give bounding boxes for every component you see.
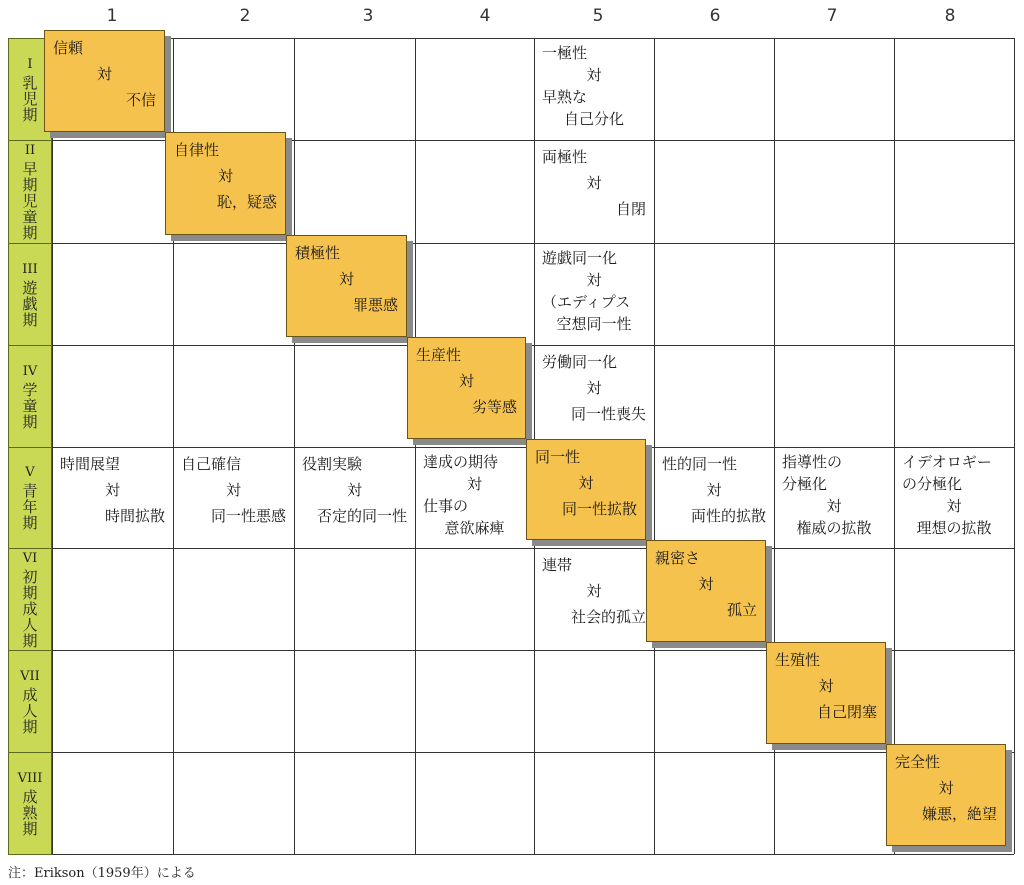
cell-line: 役割実験 [302, 455, 363, 473]
stage-name-char: 期 [22, 583, 38, 602]
grid-vline [294, 38, 295, 854]
stage-name-char: 期 [22, 310, 38, 329]
grid-hline [8, 243, 1014, 244]
cell-line: 対 [346, 481, 362, 499]
cell-line: 権威の拡散 [796, 519, 872, 537]
stage-roman: VII [20, 668, 40, 684]
crisis-line: 劣等感 [471, 398, 517, 416]
crisis-line: 同一性拡散 [561, 500, 637, 518]
cell-line: 性的同一性 [662, 455, 738, 473]
grid-vline [654, 38, 655, 854]
stage-label [8, 752, 52, 855]
crisis-line: 信頼 [53, 39, 84, 57]
stage-name-char: 遊 [22, 278, 38, 297]
stage-name-char: 童 [22, 208, 38, 226]
column-number: 1 [106, 6, 118, 26]
cell-line: 同一性悪感 [210, 507, 286, 525]
crisis-line: 生産性 [416, 346, 462, 364]
column-number: 2 [239, 6, 251, 26]
stage-roman: V [25, 465, 35, 480]
cell-line: 対 [706, 481, 722, 499]
stage-name-char: 青 [22, 482, 38, 500]
stage-roman: VIII [17, 770, 43, 786]
cell-text [534, 38, 654, 140]
stage-label [8, 548, 52, 651]
grid-vline [52, 38, 53, 854]
cell-text [774, 447, 894, 548]
crisis-line: 対 [818, 677, 834, 695]
cell-line: イデオロギー [902, 453, 992, 471]
cell-text [654, 447, 774, 548]
crisis-line: 親密さ [655, 549, 701, 567]
crisis-line: 対 [458, 372, 474, 390]
grid-hline [8, 752, 1014, 753]
cell-line: 対 [586, 174, 602, 192]
cell-line: 分極化 [782, 475, 828, 493]
crisis-box [44, 30, 165, 132]
stage-name-char: 児 [22, 89, 38, 108]
cell-text [534, 140, 654, 243]
cell-text [534, 548, 654, 650]
crisis-line: 恥，疑惑 [216, 193, 277, 211]
cell-line: 仕事の [423, 497, 469, 515]
cell-line: 自閉 [615, 200, 646, 218]
stage-label [8, 447, 52, 549]
grid-vline [415, 38, 416, 854]
stage-label [8, 140, 52, 244]
crisis-box [886, 744, 1006, 846]
stage-name-char: 戯 [22, 294, 38, 313]
stage-name-char: 期 [22, 176, 38, 194]
cell-line: 対 [586, 66, 602, 84]
crisis-box [286, 235, 407, 337]
cell-line: 遊戯同一化 [542, 249, 618, 267]
cell-text [534, 345, 654, 447]
cell-line: 意欲麻痺 [444, 519, 505, 537]
crisis-line: 対 [338, 270, 354, 288]
stage-roman: III [22, 261, 38, 277]
column-number: 3 [362, 6, 374, 26]
stage-name-char: 期 [22, 224, 38, 242]
cell-line: 空想同一性 [556, 315, 632, 333]
cell-line: 時間拡散 [104, 507, 165, 525]
cell-line: 一極性 [542, 44, 588, 62]
column-number: 5 [592, 6, 604, 26]
cell-line: 自己分化 [563, 110, 624, 128]
cell-line: 対 [946, 497, 962, 515]
cell-line: 連帯 [542, 556, 573, 574]
stage-name-char: 期 [22, 631, 38, 650]
stage-roman: I [27, 56, 33, 72]
stage-name-char: 成 [22, 787, 38, 806]
stage-roman: VI [22, 550, 38, 566]
stage-name-char: 人 [22, 701, 38, 720]
stage-label [8, 243, 52, 346]
crisis-box [766, 642, 886, 744]
stage-name-char: 成 [22, 685, 38, 704]
crisis-box [646, 540, 766, 642]
crisis-line: 対 [217, 167, 233, 185]
cell-line: 同一性喪失 [570, 405, 646, 423]
stage-name-char: 期 [22, 514, 38, 532]
cell-line: 両性的拡散 [690, 507, 766, 525]
grid-hline [8, 548, 1014, 549]
crisis-line: 積極性 [295, 244, 341, 262]
cell-text [173, 447, 294, 548]
stage-name-char: 期 [22, 412, 38, 431]
stage-name-char: 児 [22, 192, 38, 210]
crisis-box [526, 439, 646, 540]
cell-line: 両極性 [542, 148, 588, 166]
column-number: 4 [479, 6, 491, 26]
stage-name-char: 成 [22, 599, 38, 618]
cell-line: 自己確信 [181, 455, 242, 473]
stage-name-char: 乳 [22, 73, 38, 92]
cell-line: 対 [104, 481, 120, 499]
cell-text [52, 447, 173, 548]
cell-text [415, 447, 534, 548]
cell-line: 対 [586, 582, 602, 600]
cell-line: 社会的孤立 [570, 608, 646, 626]
crisis-line: 罪悪感 [352, 296, 398, 314]
crisis-line: 生殖性 [775, 651, 821, 669]
crisis-line: 対 [578, 474, 594, 492]
crisis-line: 対 [938, 779, 954, 797]
stage-name-char: 期 [22, 105, 38, 124]
crisis-line: 同一性 [535, 448, 581, 466]
cell-line: 理想の拡散 [916, 519, 992, 537]
cell-line: 対 [586, 271, 602, 289]
cell-line: （エディプス [542, 293, 631, 311]
crisis-box [407, 337, 526, 439]
cell-text [294, 447, 415, 548]
column-number: 7 [826, 6, 838, 26]
crisis-line: 自律性 [174, 141, 220, 159]
crisis-line: 不信 [125, 91, 156, 109]
column-number: 6 [709, 6, 721, 26]
grid-hline [8, 854, 1014, 855]
cell-line: 労働同一化 [542, 353, 618, 371]
grid-vline [1014, 38, 1015, 854]
column-number: 8 [944, 6, 956, 26]
cell-line: 早熟な [542, 88, 588, 106]
crisis-box [165, 132, 286, 235]
stage-name-char: 人 [22, 615, 38, 634]
cell-line: 対 [225, 481, 241, 499]
stage-name-char: 学 [22, 380, 38, 399]
stage-name-char: 熟 [22, 803, 38, 822]
cell-line: の分極化 [902, 475, 963, 493]
stage-name-char: 年 [22, 498, 38, 516]
crisis-line: 対 [96, 65, 112, 83]
cell-text [894, 447, 1014, 548]
cell-line: 指導性の [782, 453, 843, 471]
cell-line: 否定的同一性 [316, 507, 407, 525]
stage-name-char: 期 [22, 819, 38, 838]
stage-name-char: 童 [22, 396, 38, 415]
crisis-line: 対 [698, 575, 714, 593]
cell-line: 時間展望 [60, 455, 121, 473]
stage-name-char: 初 [22, 567, 38, 586]
grid-vline [894, 38, 895, 854]
grid-hline [8, 140, 1014, 141]
cell-line: 達成の期待 [423, 453, 499, 471]
crisis-line: 完全性 [895, 753, 941, 771]
cell-line: 対 [586, 379, 602, 397]
crisis-line: 嫌悪，絶望 [921, 805, 997, 823]
crisis-line: 孤立 [726, 601, 757, 619]
stage-roman: II [24, 143, 36, 158]
cell-line: 対 [466, 475, 482, 493]
stage-name-char: 早 [22, 160, 38, 178]
source-note: 注：Erikson（1959年）による [8, 866, 196, 881]
cell-text [534, 243, 654, 345]
crisis-line: 自己閉塞 [816, 703, 877, 721]
cell-line: 対 [826, 497, 842, 515]
stage-label [8, 650, 52, 753]
stage-label [8, 345, 52, 448]
stage-roman: IV [22, 363, 38, 379]
stage-name-char: 期 [22, 717, 38, 736]
